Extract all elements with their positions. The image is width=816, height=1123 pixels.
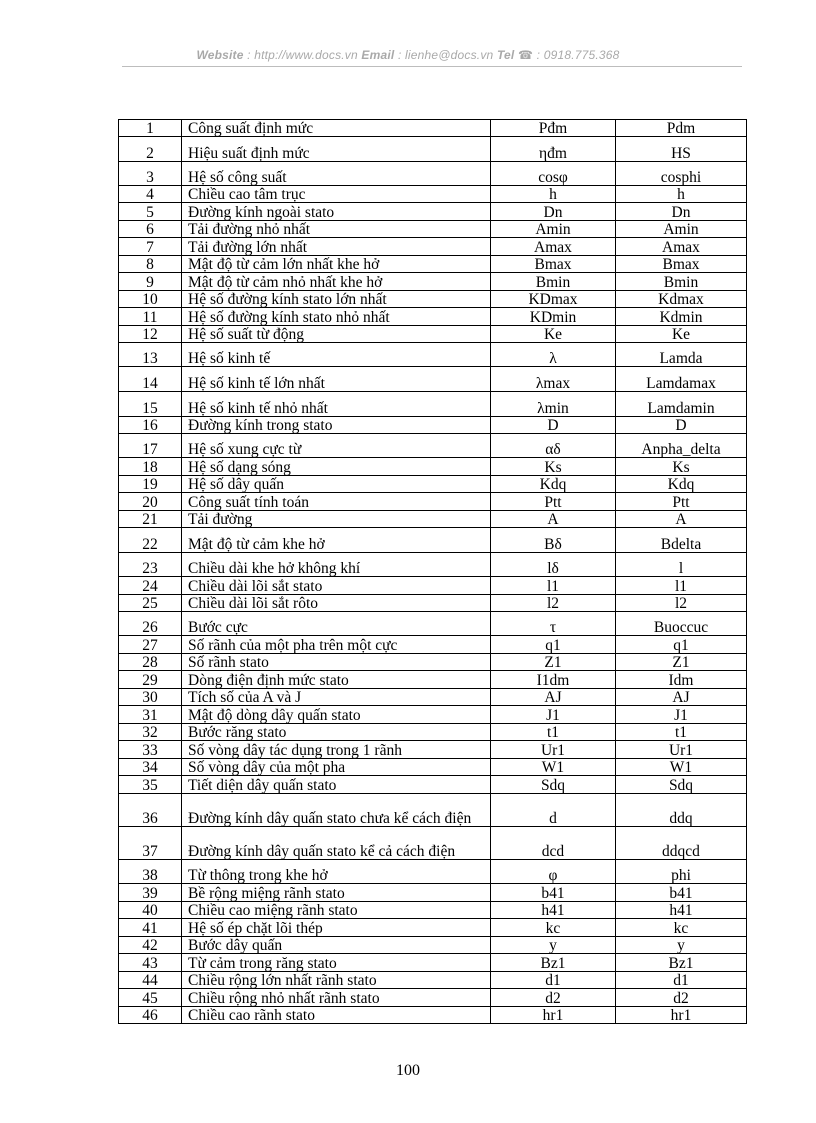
table-row [119, 326, 747, 343]
parameter-name: Hệ số đường kính stato nhỏ nhất [182, 308, 491, 326]
variable-name: hr1 [616, 1007, 747, 1024]
variable-name: l [616, 553, 747, 577]
variable-name: Ke [616, 326, 747, 343]
row-number: 43 [119, 954, 182, 972]
table-row [119, 884, 747, 902]
table-row [119, 827, 747, 860]
row-number: 8 [119, 256, 182, 273]
variable-name: D [616, 417, 747, 434]
parameter-name: Số vòng dây tác dụng trong 1 rãnh [182, 741, 491, 759]
parameter-symbol: lδ [491, 553, 616, 577]
variable-name: Lamdamax [616, 367, 747, 392]
parameter-symbol: l1 [491, 577, 616, 595]
tel-number: ☎ : 0918.775.368 [514, 48, 620, 62]
table-row [119, 221, 747, 238]
parameter-symbol: d2 [491, 989, 616, 1007]
variable-name: Kdmax [616, 291, 747, 308]
parameter-symbol: t1 [491, 724, 616, 741]
parameter-symbol: cosφ [491, 162, 616, 186]
row-number: 38 [119, 860, 182, 884]
table-row [119, 671, 747, 689]
variable-name: d1 [616, 972, 747, 989]
row-number: 10 [119, 291, 182, 308]
parameter-symbol: dcd [491, 827, 616, 860]
parameter-name: Chiều dài khe hở không khí [182, 553, 491, 577]
parameter-name: Đường kính dây quấn stato chưa kể cách điện [182, 794, 491, 827]
variable-name: t1 [616, 724, 747, 741]
table-row [119, 972, 747, 989]
variable-name: Buoccuc [616, 612, 747, 636]
parameter-name: Tiết diện dây quấn stato [182, 776, 491, 794]
parameter-name: Đường kính dây quấn stato kể cả cách điện [182, 827, 491, 860]
table-row [119, 860, 747, 884]
parameter-symbol: λ [491, 343, 616, 367]
parameter-symbol: J1 [491, 706, 616, 724]
row-number: 18 [119, 458, 182, 476]
parameter-name: Mật độ từ cảm lớn nhất khe hở [182, 256, 491, 273]
parameter-symbol: hr1 [491, 1007, 616, 1024]
parameter-name: Hệ số kinh tế lớn nhất [182, 367, 491, 392]
row-number: 17 [119, 434, 182, 458]
row-number: 7 [119, 238, 182, 256]
variable-name: h41 [616, 902, 747, 919]
parameter-name: Từ cảm trong răng stato [182, 954, 491, 972]
row-number: 2 [119, 137, 182, 162]
row-number: 33 [119, 741, 182, 759]
table-row [119, 1007, 747, 1024]
variable-name: W1 [616, 759, 747, 776]
table-row [119, 120, 747, 137]
parameter-symbol: Z1 [491, 654, 616, 671]
table-row [119, 511, 747, 528]
table-row [119, 458, 747, 476]
parameter-symbol: KDmin [491, 308, 616, 326]
variable-name: HS [616, 137, 747, 162]
row-number: 14 [119, 367, 182, 392]
variable-name: J1 [616, 706, 747, 724]
table-row [119, 902, 747, 919]
parameter-symbol: Ptt [491, 493, 616, 511]
variable-name: Bdelta [616, 528, 747, 553]
variable-name: Dn [616, 203, 747, 221]
table-row [119, 367, 747, 392]
variable-name: q1 [616, 636, 747, 654]
parameter-symbol: Bz1 [491, 954, 616, 972]
row-number: 37 [119, 827, 182, 860]
parameter-name: Chiều rộng nhỏ nhất rãnh stato [182, 989, 491, 1007]
variable-name: b41 [616, 884, 747, 902]
variable-name: Sdq [616, 776, 747, 794]
row-number: 19 [119, 476, 182, 493]
table-row [119, 689, 747, 706]
table-row [119, 724, 747, 741]
parameter-name: Số rãnh stato [182, 654, 491, 671]
row-number: 42 [119, 937, 182, 954]
parameter-name: Tích số của A và J [182, 689, 491, 706]
row-number: 9 [119, 273, 182, 291]
parameter-symbol: λmin [491, 392, 616, 417]
row-number: 34 [119, 759, 182, 776]
email-address: : lienhe@docs.vn [394, 48, 497, 62]
parameter-symbol: Kdq [491, 476, 616, 493]
parameter-name: Chiều cao rãnh stato [182, 1007, 491, 1024]
table-row [119, 553, 747, 577]
parameter-name: Chiều dài lõi sắt rôto [182, 595, 491, 612]
variable-name: Bmax [616, 256, 747, 273]
parameter-name: Đường kính ngoài stato [182, 203, 491, 221]
row-number: 25 [119, 595, 182, 612]
table-row [119, 162, 747, 186]
row-number: 1 [119, 120, 182, 137]
parameter-name: Tải đường lớn nhất [182, 238, 491, 256]
variable-name: l2 [616, 595, 747, 612]
parameter-name: Hệ số dạng sóng [182, 458, 491, 476]
parameter-symbol: αδ [491, 434, 616, 458]
table-row [119, 794, 747, 827]
table-row [119, 937, 747, 954]
page-number: 100 [396, 1062, 420, 1079]
variable-name: AJ [616, 689, 747, 706]
row-number: 6 [119, 221, 182, 238]
variable-name: Bz1 [616, 954, 747, 972]
table-row [119, 476, 747, 493]
table-row [119, 741, 747, 759]
table-row [119, 434, 747, 458]
parameter-name: Hiệu suất định mức [182, 137, 491, 162]
variable-name: ddqcd [616, 827, 747, 860]
table-row [119, 137, 747, 162]
row-number: 40 [119, 902, 182, 919]
row-number: 12 [119, 326, 182, 343]
row-number: 4 [119, 186, 182, 203]
row-number: 30 [119, 689, 182, 706]
parameter-symbol: Bmin [491, 273, 616, 291]
table-row [119, 186, 747, 203]
parameter-name: Dòng điện định mức stato [182, 671, 491, 689]
row-number: 31 [119, 706, 182, 724]
table-row [119, 392, 747, 417]
row-number: 44 [119, 972, 182, 989]
parameter-symbol: y [491, 937, 616, 954]
variable-name: Ptt [616, 493, 747, 511]
variable-name: Pdm [616, 120, 747, 137]
row-number: 28 [119, 654, 182, 671]
variable-name: Ur1 [616, 741, 747, 759]
parameter-table-body [119, 120, 747, 1024]
parameter-name: Hệ số đường kính stato lớn nhất [182, 291, 491, 308]
parameter-symbol: A [491, 511, 616, 528]
row-number: 45 [119, 989, 182, 1007]
table-row [119, 919, 747, 937]
parameter-name: Số vòng dây của một pha [182, 759, 491, 776]
parameter-name: Hệ số công suất [182, 162, 491, 186]
table-row [119, 577, 747, 595]
parameter-name: Hệ số dây quấn [182, 476, 491, 493]
variable-name: Ks [616, 458, 747, 476]
parameter-symbol: Ur1 [491, 741, 616, 759]
variable-name: Bmin [616, 273, 747, 291]
table-row [119, 595, 747, 612]
parameter-symbol: Ke [491, 326, 616, 343]
parameter-symbol: h [491, 186, 616, 203]
table-row [119, 343, 747, 367]
parameter-name: Hệ số kinh tế [182, 343, 491, 367]
row-number: 36 [119, 794, 182, 827]
parameter-name: Hệ số ép chặt lõi thép [182, 919, 491, 937]
variable-name: Lamda [616, 343, 747, 367]
parameter-symbol: AJ [491, 689, 616, 706]
parameter-symbol: Amin [491, 221, 616, 238]
website-label: Website [196, 48, 244, 62]
variable-name: Amax [616, 238, 747, 256]
parameter-symbol: h41 [491, 902, 616, 919]
row-number: 41 [119, 919, 182, 937]
parameter-name: Hệ số suất từ động [182, 326, 491, 343]
parameter-name: Công suất định mức [182, 120, 491, 137]
parameter-symbol: l2 [491, 595, 616, 612]
website-url: : http://www.docs.vn [243, 48, 362, 62]
variable-name: Idm [616, 671, 747, 689]
variable-name: Lamdamin [616, 392, 747, 417]
row-number: 11 [119, 308, 182, 326]
table-row [119, 759, 747, 776]
table-row [119, 636, 747, 654]
parameter-symbol: d [491, 794, 616, 827]
parameter-name: Mật độ từ cảm khe hở [182, 528, 491, 553]
parameter-name: Hệ số xung cực từ [182, 434, 491, 458]
row-number: 5 [119, 203, 182, 221]
page-header [0, 48, 816, 62]
parameter-symbol: Amax [491, 238, 616, 256]
row-number: 16 [119, 417, 182, 434]
variable-name: ddq [616, 794, 747, 827]
table-row [119, 308, 747, 326]
table-row [119, 612, 747, 636]
parameter-symbol: λmax [491, 367, 616, 392]
parameter-name: Đường kính trong stato [182, 417, 491, 434]
table-row [119, 706, 747, 724]
parameter-symbol: Dn [491, 203, 616, 221]
parameter-name: Chiều dài lõi sắt stato [182, 577, 491, 595]
parameter-name: Chiều cao tâm trục [182, 186, 491, 203]
variable-name: cosphi [616, 162, 747, 186]
parameter-name: Bước cực [182, 612, 491, 636]
row-number: 24 [119, 577, 182, 595]
parameter-symbol: W1 [491, 759, 616, 776]
parameter-symbol: Bδ [491, 528, 616, 553]
row-number: 46 [119, 1007, 182, 1024]
table-row [119, 989, 747, 1007]
table-row [119, 528, 747, 553]
row-number: 27 [119, 636, 182, 654]
row-number: 15 [119, 392, 182, 417]
parameter-symbol: q1 [491, 636, 616, 654]
table-row [119, 291, 747, 308]
parameter-table [118, 119, 747, 1024]
row-number: 29 [119, 671, 182, 689]
parameter-symbol: φ [491, 860, 616, 884]
parameter-name: Tải đường [182, 511, 491, 528]
row-number: 21 [119, 511, 182, 528]
variable-name: h [616, 186, 747, 203]
parameter-name: Bước dây quấn [182, 937, 491, 954]
parameter-symbol: ηđm [491, 137, 616, 162]
parameter-symbol: Pđm [491, 120, 616, 137]
table-row [119, 654, 747, 671]
row-number: 39 [119, 884, 182, 902]
parameter-name: Hệ số kinh tế nhỏ nhất [182, 392, 491, 417]
table-row [119, 203, 747, 221]
parameter-name: Mật độ từ cảm nhỏ nhất khe hở [182, 273, 491, 291]
row-number: 22 [119, 528, 182, 553]
row-number: 20 [119, 493, 182, 511]
table-row [119, 273, 747, 291]
table-row [119, 256, 747, 273]
row-number: 3 [119, 162, 182, 186]
parameter-symbol: D [491, 417, 616, 434]
row-number: 13 [119, 343, 182, 367]
variable-name: y [616, 937, 747, 954]
parameter-name: Từ thông trong khe hở [182, 860, 491, 884]
parameter-name: Bề rộng miệng rãnh stato [182, 884, 491, 902]
parameter-name: Tải đường nhỏ nhất [182, 221, 491, 238]
variable-name: phi [616, 860, 747, 884]
variable-name: A [616, 511, 747, 528]
row-number: 35 [119, 776, 182, 794]
parameter-symbol: KDmax [491, 291, 616, 308]
parameter-symbol: kc [491, 919, 616, 937]
row-number: 32 [119, 724, 182, 741]
parameter-symbol: Ks [491, 458, 616, 476]
parameter-name: Chiều rộng lớn nhất rãnh stato [182, 972, 491, 989]
variable-name: d2 [616, 989, 747, 1007]
variable-name: kc [616, 919, 747, 937]
variable-name: l1 [616, 577, 747, 595]
table-row [119, 954, 747, 972]
parameter-name: Công suất tính toán [182, 493, 491, 511]
parameter-name: Số rãnh của một pha trên một cực [182, 636, 491, 654]
row-number: 23 [119, 553, 182, 577]
parameter-symbol: τ [491, 612, 616, 636]
parameter-symbol: d1 [491, 972, 616, 989]
variable-name: Anpha_delta [616, 434, 747, 458]
header-divider [122, 66, 742, 67]
variable-name: Z1 [616, 654, 747, 671]
parameter-symbol: b41 [491, 884, 616, 902]
table-row [119, 238, 747, 256]
parameter-symbol: Bmax [491, 256, 616, 273]
table-row [119, 417, 747, 434]
table-row [119, 493, 747, 511]
variable-name: Kdq [616, 476, 747, 493]
tel-label: Tel [496, 48, 515, 62]
parameter-symbol: Sdq [491, 776, 616, 794]
row-number: 26 [119, 612, 182, 636]
variable-name: Kdmin [616, 308, 747, 326]
parameter-name: Bước răng stato [182, 724, 491, 741]
variable-name: Amin [616, 221, 747, 238]
email-label: Email [361, 48, 395, 62]
parameter-symbol: I1dm [491, 671, 616, 689]
table-row [119, 776, 747, 794]
parameter-name: Mật độ dòng dây quấn stato [182, 706, 491, 724]
parameter-name: Chiều cao miệng rãnh stato [182, 902, 491, 919]
